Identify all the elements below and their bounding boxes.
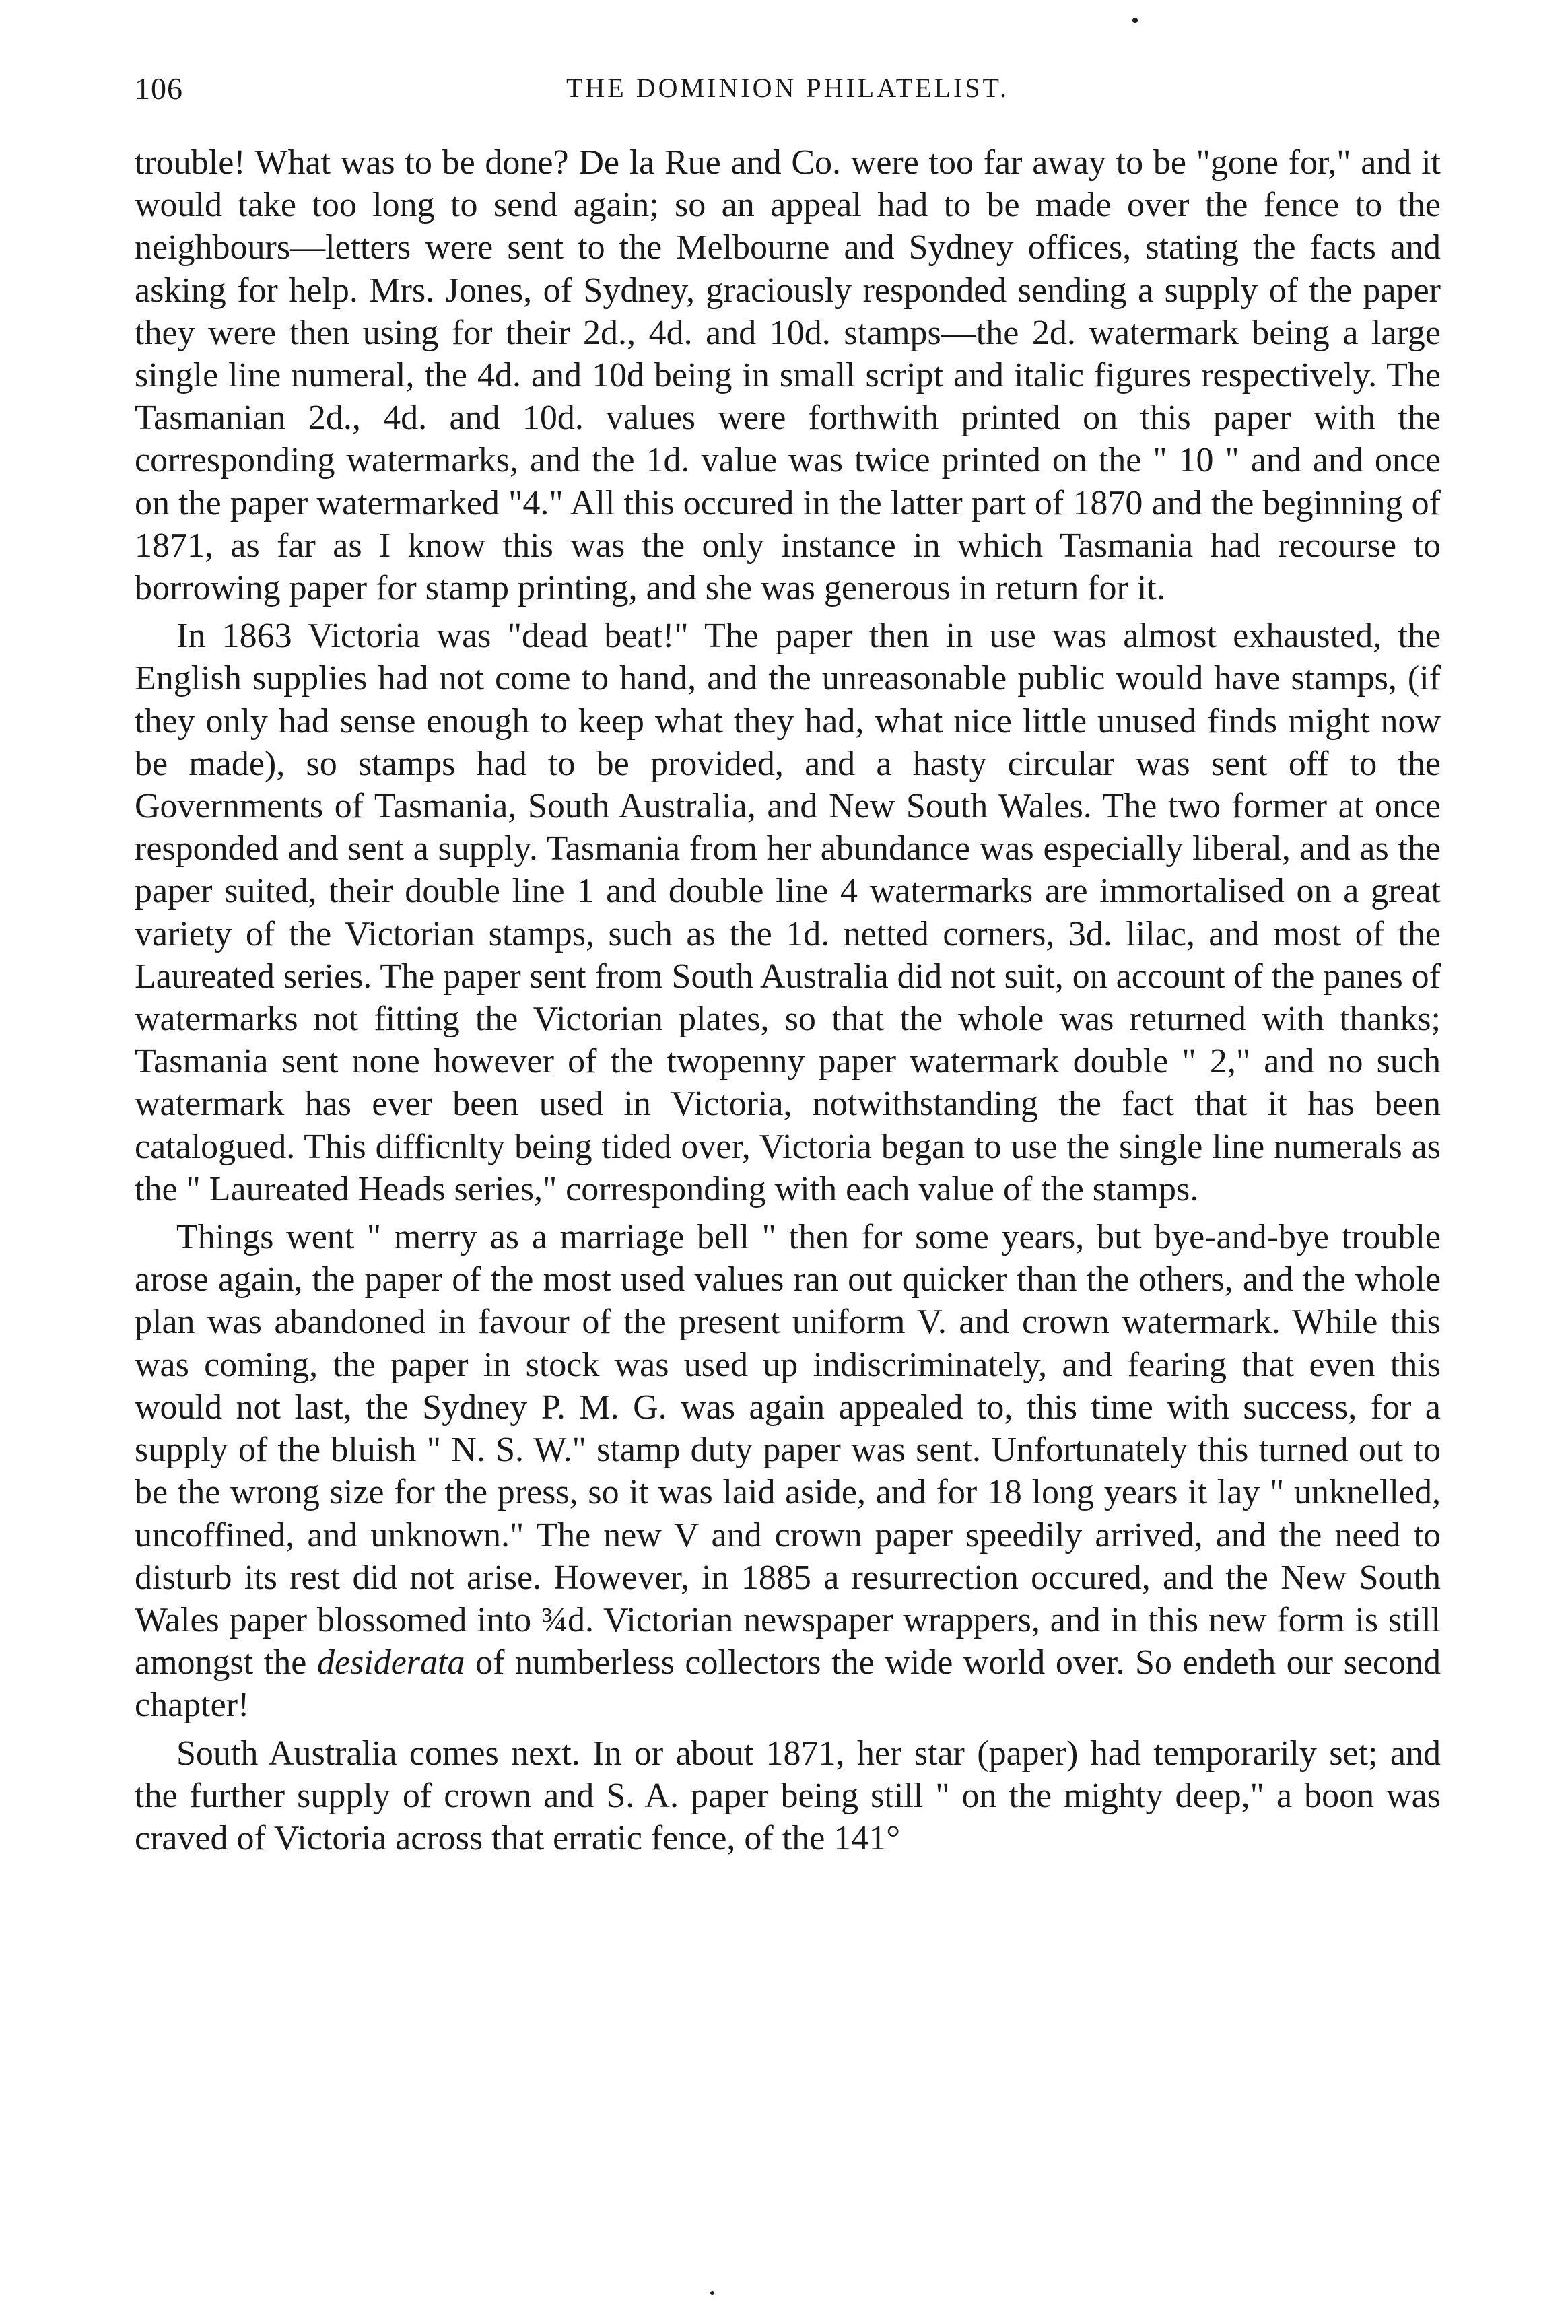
top-ink-speck <box>1132 18 1138 23</box>
paragraph-4: South Australia comes next. In or about 1871, her star (paper) had temporarily set; and the further supply of crown and S. A. paper being still " on the mighty deep," a boon was craved of Victoria across that erratic fence, of the 141° <box>135 1734 1441 1857</box>
paragraph-3-text-a: Things went " merry as a marriage bell " then for some years, but bye-and-bye trouble arose again, the paper of the most used values ran out quicker than the others, and the whole plan was abandoned in favour of the present uniform V. and crown watermark. While this was coming, the paper in stock was used up indiscriminately, and fearing that even this would not last, the Sydney P. M. G. was again appealed to, this time with success, for a supply of the bluish " N. S. W." stamp duty paper was sent. Unfortunately this turned out to be the wrong size for the press, so it was laid aside, and for 18 long years it lay " unknelled, uncoffined, and unknown." The new V and crown paper speedily arrived, and the need to disturb its rest did not arise. However, in 1885 a resurrection occured, and the New South Wales paper blossomed into ¾d. Victorian newspaper wrappers, and in this new form is still amongst the <box>135 1218 1441 1682</box>
running-title: THE DOMINION PHILATELIST. <box>566 73 1010 103</box>
page-number: 106 <box>135 71 183 106</box>
article-body <box>135 141 1441 1859</box>
italic-desiderata: desiderata <box>316 1643 465 1682</box>
paragraph-2: In 1863 Victoria was "dead beat!" The paper then in use was almost exhausted, the English supplies had not come to hand, and the unreasonable public would have stamps, (if they only had sense enough to keep what they had, what nice little unused finds might now be made), so stamps had to be provided, and a hasty circular was sent off to the Governments of Tasmania, South Australia, and New South Wales. The two former at once responded and sent a supply. Tasmania from her abundance was especially liberal, and as the paper suited, their double line 1 and double line 4 watermarks are immortalised on a great variety of the Victorian stamps, such as the 1d. netted corners, 3d. lilac, and most of the Laureated series. The paper sent from South Australia did not suit, on account of the panes of watermarks not fitting the Victorian plates, so that the whole was returned with thanks; Tasmania sent none however of the twopenny paper watermark double " 2," and no such watermark has ever been used in Victoria, notwithstanding the fact that it has been catalogued. This difficnlty being tided over, Victoria began to use the single line numerals as the " Laureated Heads series," corresponding with each value of the stamps. <box>135 617 1441 1208</box>
page-header <box>135 71 1441 111</box>
paragraph-1: trouble! What was to be done? De la Rue and Co. were too far away to be "gone for," and it would take too long to send again; so an appeal had to be made over the fence to the neighbours—letters were sent to the Melbourne and Sydney offices, stating the facts and asking for help. Mrs. Jones, of Sydney, graciously responded sending a supply of the paper they were then using for their 2d., 4d. and 10d. stamps—the 2d. watermark being a large single line numeral, the 4d. and 10d being in small script and italic figures respectively. The Tasmanian 2d., 4d. and 10d. values were forthwith printed on this paper with the corresponding watermarks, and the 1d. value was twice printed on the " 10 " and and once on the paper watermarked "4." All this occured in the latter part of 1870 and the beginning of 1871, as far as I know this was the only instance in which Tasmania had recourse to borrowing paper for stamp printing, and she was generous in return for it. <box>135 143 1441 608</box>
bottom-ink-speck <box>710 2291 714 2295</box>
paragraph-3 <box>135 1216 1441 1726</box>
paragraph-3-text-b: of numberless collectors the wide world over. So endeth our second chapter! <box>135 1643 1441 1725</box>
